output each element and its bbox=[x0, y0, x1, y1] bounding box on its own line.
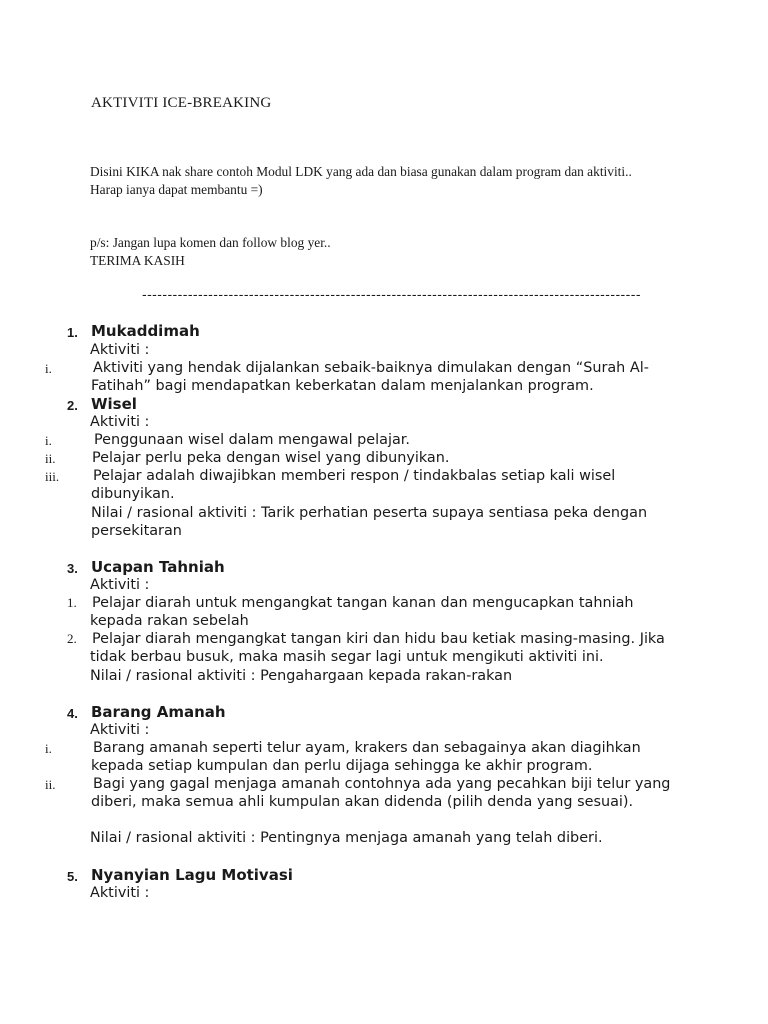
aktiviti-label: Aktiviti : bbox=[90, 414, 150, 430]
list-item-text: Aktiviti yang hendak dijalankan sebaik-baiknya dimulakan dengan “Surah Al-Fatihah” bagi mendapatkan keberkatan dalam menjalankan program. bbox=[91, 360, 649, 395]
list-marker: i. bbox=[45, 361, 52, 376]
nilai-text: Nilai / rasional aktiviti : Tarik perhatian peserta supaya sentiasa peka dengan persekitaran bbox=[91, 505, 648, 540]
intro-line: Harap ianya dapat membantu =) bbox=[90, 182, 263, 197]
section-number: 3. bbox=[67, 561, 78, 576]
list-item-text: Bagi yang gagal menjaga amanah contohnya ada yang pecahkan biji telur yang diberi, maka semua ahli kumpulan akan didenda (pilih denda yang sesuai). bbox=[91, 776, 671, 811]
nilai-text: Nilai / rasional aktiviti : Pentingnya menjaga amanah yang telah diberi. bbox=[90, 830, 603, 846]
document-title: AKTIVITI ICE-BREAKING bbox=[91, 95, 272, 111]
postscript bbox=[90, 234, 331, 270]
list-marker: 1. bbox=[67, 595, 77, 610]
list-marker: 2. bbox=[67, 631, 77, 646]
section-number: 1. bbox=[67, 325, 78, 340]
list-item-text: Penggunaan wisel dalam mengawal pelajar. bbox=[94, 432, 410, 448]
section-title: Nyanyian Lagu Motivasi bbox=[91, 866, 293, 884]
list-marker: ii. bbox=[45, 451, 56, 466]
list-item-text: Pelajar diarah mengangkat tangan kiri dan hidu bau ketiak masing-masing. Jika tidak berbau busuk, maka masih segar lagi untuk mengikuti aktiviti ini. bbox=[90, 631, 665, 666]
aktiviti-label: Aktiviti : bbox=[90, 885, 150, 901]
section-title: Barang Amanah bbox=[91, 703, 226, 721]
list-marker: i. bbox=[45, 741, 52, 756]
section-number: 5. bbox=[67, 869, 78, 884]
closing-line: TERIMA KASIH bbox=[90, 253, 185, 268]
section-title: Wisel bbox=[91, 395, 137, 413]
section-number: 2. bbox=[67, 398, 78, 413]
list-item-text: Pelajar adalah diwajibkan memberi respon / tindakbalas setiap kali wisel dibunyikan. bbox=[91, 468, 616, 503]
list-marker: iii. bbox=[45, 469, 60, 484]
aktiviti-label: Aktiviti : bbox=[90, 342, 150, 358]
divider-line: -------------------------------------------------------------------------------------------------- bbox=[142, 288, 641, 303]
list-item-text: Barang amanah seperti telur ayam, krakers dan sebagainya akan diagihkan kepada setiap kumpulan dan perlu dijaga sehingga ke akhir program. bbox=[91, 740, 641, 775]
postscript-line: p/s: Jangan lupa komen dan follow blog yer.. bbox=[90, 235, 331, 250]
intro-line: Disini KIKA nak share contoh Modul LDK yang ada dan biasa gunakan dalam program dan aktiviti.. bbox=[90, 164, 632, 179]
aktiviti-label: Aktiviti : bbox=[90, 577, 150, 593]
aktiviti-label: Aktiviti : bbox=[90, 722, 150, 738]
list-item-text: Pelajar diarah untuk mengangkat tangan kanan dan mengucapkan tahniah kepada rakan sebelah bbox=[90, 595, 634, 630]
intro-paragraph bbox=[90, 163, 678, 199]
list-item-text: Pelajar perlu peka dengan wisel yang dibunyikan. bbox=[92, 450, 450, 466]
section-number: 4. bbox=[67, 706, 78, 721]
section-title: Ucapan Tahniah bbox=[91, 558, 225, 576]
list-marker: i. bbox=[45, 433, 52, 448]
nilai-text: Nilai / rasional aktiviti : Pengahargaan kepada rakan-rakan bbox=[90, 668, 513, 684]
section-title: Mukaddimah bbox=[91, 322, 200, 340]
list-marker: ii. bbox=[45, 777, 56, 792]
